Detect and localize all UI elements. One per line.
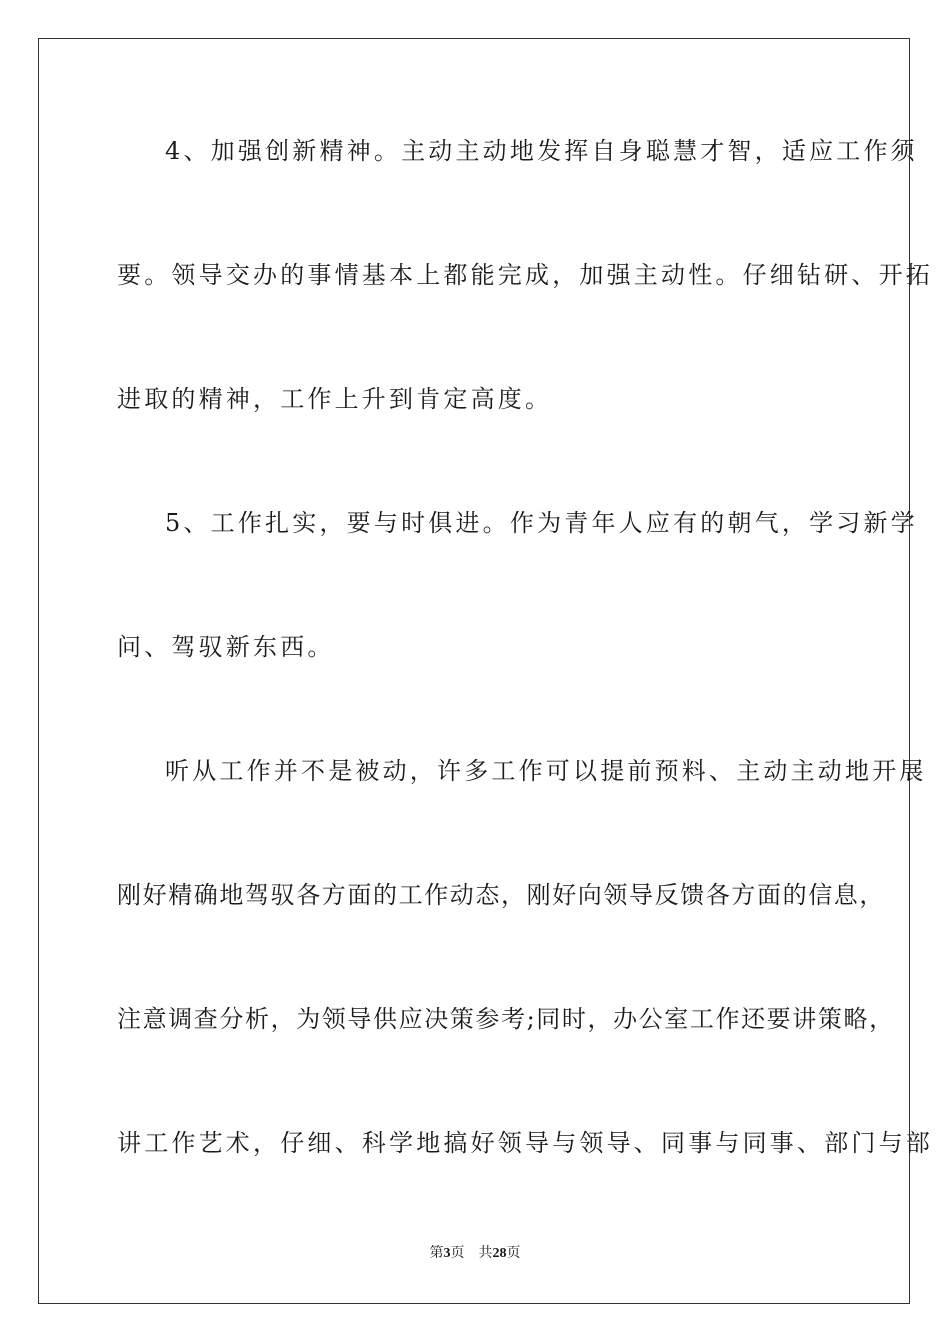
paragraph-line-5: 问、驾驭新东西。 bbox=[117, 633, 335, 661]
paragraph-line-9: 讲工作艺术，仔细、科学地搞好领导与领导、同事与同事、部门与部 bbox=[117, 1129, 933, 1157]
footer-page-suffix: 页 bbox=[450, 1246, 465, 1261]
footer-total-prefix: 共 bbox=[478, 1246, 493, 1261]
footer-total-suffix: 页 bbox=[506, 1246, 521, 1261]
paragraph-line-4: 5、工作扎实，要与时俱进。作为青年人应有的朝气，学习新学 bbox=[165, 509, 918, 537]
footer-total-pages: 28 bbox=[492, 1246, 507, 1261]
page-footer bbox=[0, 1245, 950, 1263]
paragraph-line-2: 要。领导交办的事情基本上都能完成，加强主动性。仔细钻研、开拓 bbox=[117, 261, 933, 289]
footer-page-prefix: 第 bbox=[429, 1246, 444, 1261]
paragraph-line-1: 4、加强创新精神。主动主动地发挥自身聪慧才智，适应工作须 bbox=[165, 137, 918, 165]
paragraph-line-3: 进取的精神，工作上升到肯定高度。 bbox=[117, 385, 553, 413]
footer-page-number: 3 bbox=[443, 1246, 451, 1261]
paragraph-line-8: 注意调查分析，为领导供应决策参考;同时，办公室工作还要讲策略， bbox=[117, 1005, 895, 1033]
page-border bbox=[38, 38, 910, 1304]
paragraph-line-7: 刚好精确地驾驭各方面的工作动态，刚好向领导反馈各方面的信息， bbox=[117, 881, 885, 909]
paragraph-line-6: 听从工作并不是被动，许多工作可以提前预料、主动主动地开展 bbox=[165, 757, 927, 785]
